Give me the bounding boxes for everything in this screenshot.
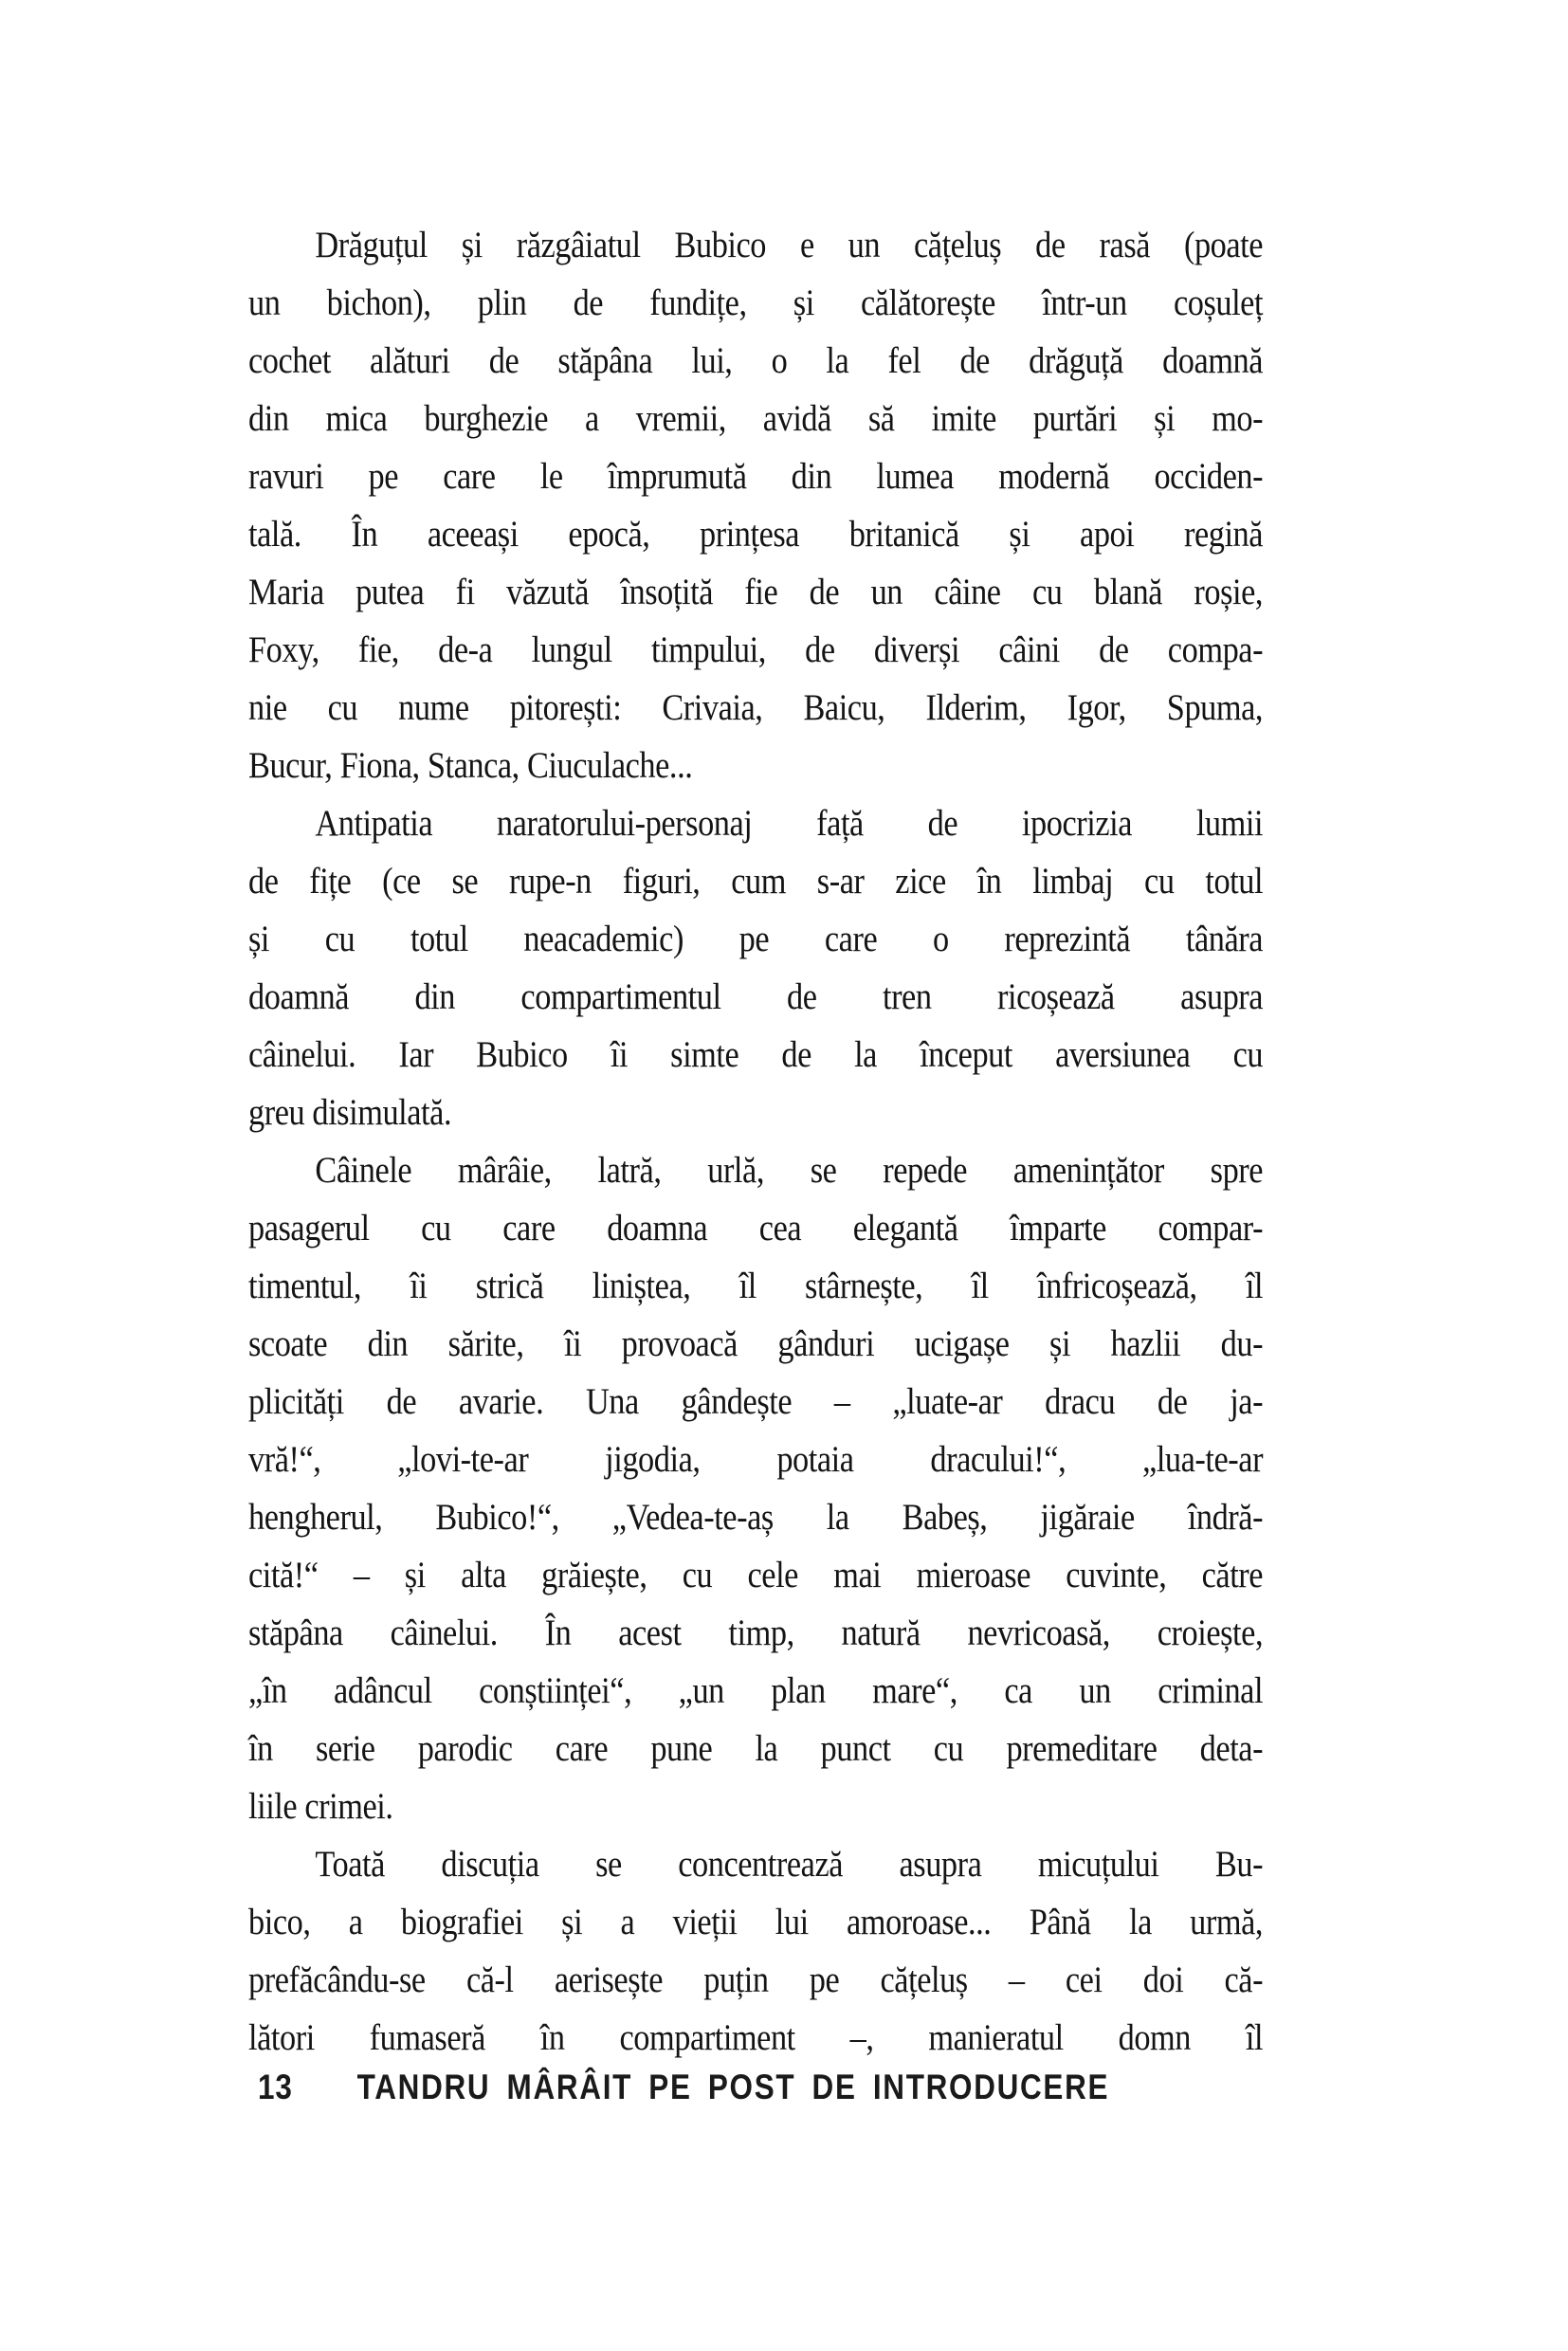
page-footer — [258, 2067, 1109, 2108]
text-line: „în adâncul conștiinței“, „un plan mare“, ca un criminal — [248, 1670, 1264, 1711]
text-line: liile crimei. — [248, 1786, 393, 1827]
paragraph-4 — [248, 1835, 1263, 2067]
text-line: din mica burghezie a vremii, avidă să imite purtări și mo- — [248, 398, 1264, 439]
text-line: stăpâna câinelui. În acest timp, natură nevricoasă, croiește, — [248, 1613, 1264, 1653]
page-number: 13 — [258, 2068, 293, 2106]
text-line: Bucur, Fiona, Stanca, Ciuculache... — [248, 745, 693, 786]
running-title: TANDRU MÂRÂIT PE POST DE INTRODUCERE — [356, 2068, 1110, 2106]
text-line: Foxy, fie, de-a lungul timpului, de diverși câini de compa- — [248, 629, 1264, 670]
text-line: nie cu nume pitorești: Crivaia, Baicu, Ilderim, Igor, Spuma, — [248, 687, 1264, 728]
text-line: vră!“, „lovi-te-ar jigodia, potaia dracului!“, „lua-te-ar — [248, 1439, 1264, 1480]
text-line: greu disimulată. — [248, 1092, 452, 1133]
text-line: câinelui. Iar Bubico îi simte de la început aversiunea cu — [248, 1034, 1264, 1075]
text-line: Câinele mârâie, latră, urlă, se repede amenințător spre — [315, 1150, 1264, 1191]
text-line: ravuri pe care le împrumută din lumea modernă occiden- — [248, 456, 1264, 497]
text-line: scoate din sărite, îi provoacă gânduri ucigașe și hazlii du- — [248, 1323, 1264, 1364]
text-line: pasagerul cu care doamna cea elegantă împarte compar- — [248, 1208, 1264, 1248]
text-line: și cu totul neacademic) pe care o reprezintă tânăra — [248, 919, 1264, 959]
text-line: Antipatia naratorului-personaj față de ipocrizia lumii — [315, 803, 1264, 844]
text-line: tală. În aceeași epocă, prințesa britanică și apoi regină — [248, 514, 1264, 555]
paragraph-2 — [248, 794, 1263, 1141]
text-line: timentul, îi strică liniștea, îl stârnește, îl înfricoșează, îl — [248, 1266, 1264, 1306]
text-line: doamnă din compartimentul de tren ricoșează asupra — [248, 976, 1264, 1017]
text-line: Toată discuția se concentrează asupra micuțului Bu- — [315, 1844, 1264, 1885]
text-line: Drăguțul și răzgâiatul Bubico e un cățeluș de rasă (poate — [315, 225, 1264, 265]
paragraph-1 — [248, 216, 1263, 794]
text-line: hengherul, Bubico!“, „Vedea-te-aș la Babeș, jigăraie îndră- — [248, 1497, 1264, 1538]
text-block — [248, 216, 1263, 2067]
text-line: prefăcându-se că-l aerisește puțin pe cățeluș – cei doi că- — [248, 1959, 1264, 2000]
text-line: bico, a biografiei și a vieții lui amoroase... Până la urmă, — [248, 1902, 1264, 1942]
paragraph-3 — [248, 1141, 1263, 1835]
text-line: de fițe (ce se rupe-n figuri, cum s-ar zice în limbaj cu totul — [248, 861, 1264, 902]
text-line: un bichon), plin de fundițe, și călătorește într-un coșuleț — [248, 282, 1264, 323]
text-line: plicități de avarie. Una gândește – „luate-ar dracu de ja- — [248, 1381, 1264, 1422]
text-line: cită!“ – și alta grăiește, cu cele mai mieroase cuvinte, către — [248, 1555, 1264, 1595]
text-line: Maria putea fi văzută însoțită fie de un câine cu blană roșie, — [248, 572, 1264, 612]
text-line: cochet alături de stăpâna lui, o la fel de drăguță doamnă — [248, 340, 1264, 381]
text-line: în serie parodic care pune la punct cu premeditare deta- — [248, 1728, 1264, 1769]
text-line: lători fumaseră în compartiment –, manieratul domn îl — [248, 2017, 1264, 2058]
